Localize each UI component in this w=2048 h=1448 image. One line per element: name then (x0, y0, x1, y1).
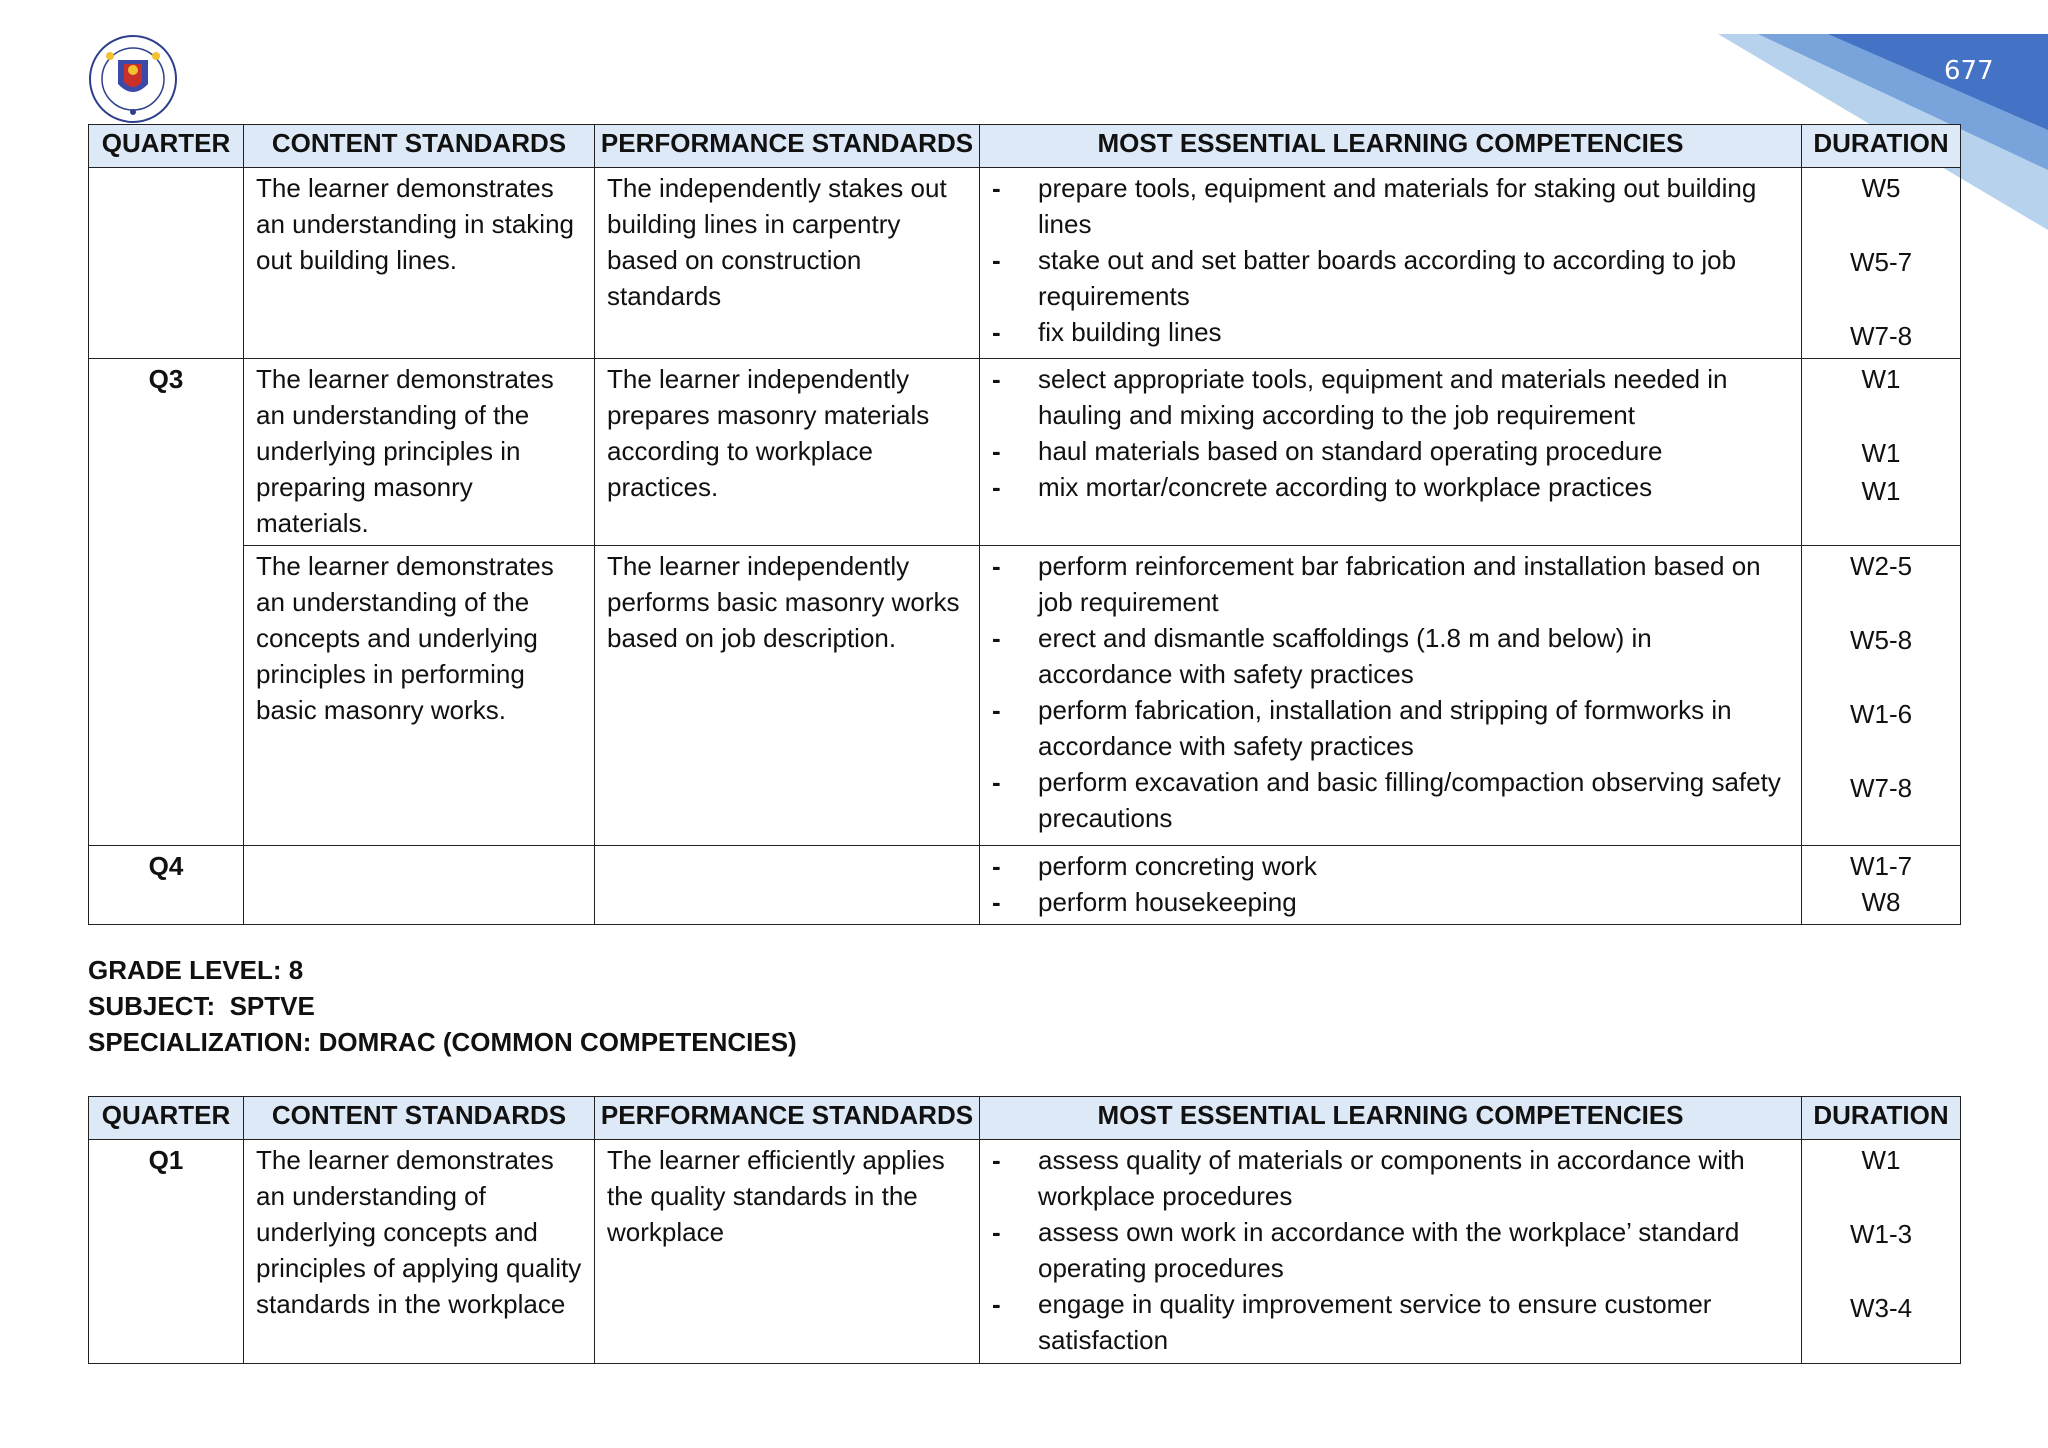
dash-bullet: - (992, 317, 1001, 347)
content-standard-cell (244, 846, 595, 925)
performance-standard-cell: The learner independently performs basic masonry works based on job description. (595, 546, 980, 846)
competency-item (992, 1214, 1789, 1286)
competency-item (992, 433, 1789, 469)
header-quarter: QUARTER (89, 1097, 244, 1140)
competency-item (992, 242, 1789, 314)
competencies-cell (980, 1140, 1802, 1364)
table-row (89, 846, 1961, 925)
quarter-cell: Q4 (89, 846, 244, 925)
competency-text: perform concreting work (1038, 851, 1317, 881)
header-competencies: MOST ESSENTIAL LEARNING COMPETENCIES (980, 125, 1802, 168)
competency-item (992, 170, 1789, 242)
deped-seal-icon (88, 34, 178, 124)
subject-label: SUBJECT: SPTVE (88, 991, 315, 1021)
dash-bullet: - (992, 695, 1001, 725)
competency-text: perform housekeeping (1038, 887, 1297, 917)
competency-text: stake out and set batter boards according to according to job requirements (1038, 245, 1737, 311)
competency-text: assess quality of materials or components in accordance with workplace procedures (1038, 1145, 1745, 1211)
duration-value: W7-8 (1849, 773, 1913, 803)
dash-bullet: - (992, 851, 1001, 881)
dash-bullet: - (992, 1217, 1001, 1247)
competency-item (992, 548, 1789, 620)
header-quarter: QUARTER (89, 125, 244, 168)
competencies-cell (980, 168, 1802, 359)
table-header-row (89, 1097, 1961, 1140)
content-standard-cell: The learner demonstrates an understanding of the underlying principles in preparing masonry materials. (244, 359, 595, 546)
duration-cell (1802, 846, 1961, 925)
competency-item (992, 314, 1789, 350)
duration-value: W3-4 (1849, 1293, 1913, 1323)
competency-item (992, 361, 1789, 433)
competency-item (992, 1286, 1789, 1358)
performance-standard-cell: The learner independently prepares masonry materials according to workplace practices. (595, 359, 980, 546)
content-standard-cell: The learner demonstrates an understanding of underlying concepts and principles of applying quality standards in the workplace (244, 1140, 595, 1364)
competency-text: mix mortar/concrete according to workplace practices (1038, 472, 1653, 502)
duration-value: W1 (1861, 476, 1901, 506)
competency-item (992, 692, 1789, 764)
competency-item (992, 884, 1789, 920)
grade-info-block (88, 952, 797, 1060)
competency-text: prepare tools, equipment and materials for staking out building lines (1038, 173, 1757, 239)
specialization-label: SPECIALIZATION: DOMRAC (COMMON COMPETENCIES) (88, 1027, 797, 1057)
content-standard-cell: The learner demonstrates an understanding of the concepts and underlying principles in performing basic masonry works. (244, 546, 595, 846)
duration-cell (1802, 1140, 1961, 1364)
competency-text: erect and dismantle scaffoldings (1.8 m and below) in accordance with safety practices (1038, 623, 1652, 689)
competency-table-1 (88, 124, 1961, 925)
competency-text: engage in quality improvement service to ensure customer satisfaction (1038, 1289, 1712, 1355)
table-row (89, 168, 1961, 359)
grade-level-label: GRADE LEVEL: 8 (88, 955, 304, 985)
dash-bullet: - (992, 436, 1001, 466)
table-row (89, 359, 1961, 546)
quarter-cell: Q1 (89, 1140, 244, 1364)
competency-text: perform excavation and basic filling/compaction observing safety precautions (1038, 767, 1781, 833)
duration-cell (1802, 546, 1961, 846)
duration-value: W5-7 (1849, 247, 1913, 277)
competency-text: fix building lines (1038, 317, 1222, 347)
header-content-standards: CONTENT STANDARDS (244, 1097, 595, 1140)
competency-table-2 (88, 1096, 1961, 1364)
duration-value: W5-8 (1849, 625, 1913, 655)
header-content-standards: CONTENT STANDARDS (244, 125, 595, 168)
header-duration: DURATION (1802, 125, 1961, 168)
competency-item (992, 848, 1789, 884)
competencies-cell (980, 846, 1802, 925)
content-standard-cell: The learner demonstrates an understanding in staking out building lines. (244, 168, 595, 359)
competency-item (992, 764, 1789, 836)
header-competencies: MOST ESSENTIAL LEARNING COMPETENCIES (980, 1097, 1802, 1140)
dash-bullet: - (992, 767, 1001, 797)
dash-bullet: - (992, 1145, 1001, 1175)
competencies-cell (980, 359, 1802, 546)
dash-bullet: - (992, 245, 1001, 275)
dash-bullet: - (992, 623, 1001, 653)
dash-bullet: - (992, 364, 1001, 394)
duration-value: W2-5 (1849, 551, 1913, 581)
table-row (89, 1140, 1961, 1364)
header-performance-standards: PERFORMANCE STANDARDS (595, 125, 980, 168)
dash-bullet: - (992, 887, 1001, 917)
header-duration: DURATION (1802, 1097, 1961, 1140)
competency-text: select appropriate tools, equipment and materials needed in hauling and mixing according to the job requirement (1038, 364, 1728, 430)
duration-value: W1 (1861, 1145, 1901, 1175)
quarter-cell: Q3 (89, 359, 244, 846)
header-performance-standards: PERFORMANCE STANDARDS (595, 1097, 980, 1140)
performance-standard-cell: The independently stakes out building lines in carpentry based on construction standards (595, 168, 980, 359)
duration-cell (1802, 359, 1961, 546)
competency-item (992, 620, 1789, 692)
dash-bullet: - (992, 472, 1001, 502)
dash-bullet: - (992, 173, 1001, 203)
competency-text: haul materials based on standard operating procedure (1038, 436, 1663, 466)
competency-text: perform reinforcement bar fabrication and installation based on job requirement (1038, 551, 1761, 617)
competency-text: assess own work in accordance with the workplace’ standard operating procedures (1038, 1217, 1740, 1283)
duration-value: W7-8 (1849, 321, 1913, 351)
duration-value: W8 (1861, 887, 1901, 917)
dash-bullet: - (992, 1289, 1001, 1319)
competency-item (992, 1142, 1789, 1214)
duration-value: W1-6 (1849, 699, 1913, 729)
competency-text: perform fabrication, installation and stripping of formworks in accordance with safety practices (1038, 695, 1732, 761)
page-number: 677 (1944, 56, 1994, 86)
dash-bullet: - (992, 551, 1001, 581)
duration-cell (1802, 168, 1961, 359)
duration-value: W1 (1861, 364, 1901, 394)
duration-value: W1-3 (1849, 1219, 1913, 1249)
duration-value: W1-7 (1849, 851, 1913, 881)
table-header-row (89, 125, 1961, 168)
competencies-cell (980, 546, 1802, 846)
performance-standard-cell: The learner efficiently applies the quality standards in the workplace (595, 1140, 980, 1364)
competency-item (992, 469, 1789, 505)
table-row (89, 546, 1961, 846)
performance-standard-cell (595, 846, 980, 925)
duration-value: W5 (1861, 173, 1901, 203)
duration-value: W1 (1861, 438, 1901, 468)
quarter-cell (89, 168, 244, 359)
